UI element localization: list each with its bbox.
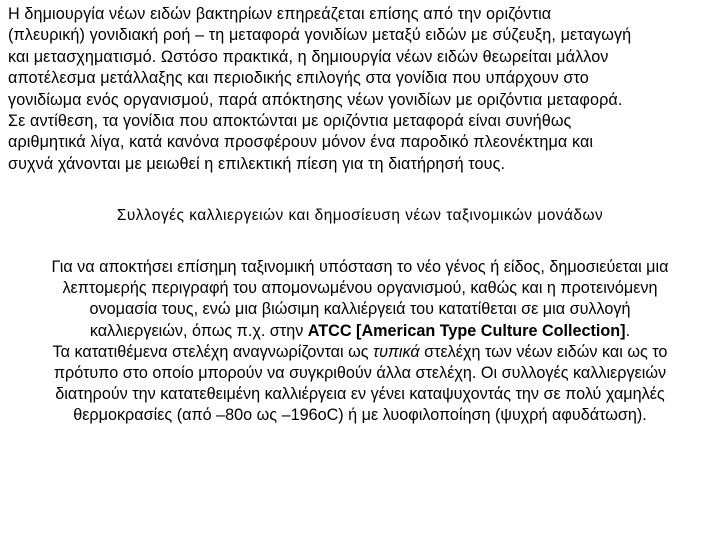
body-text: στελέχη των νέων ειδών και ως το [419,342,668,361]
body-line [0,321,720,342]
body-paragraph [0,257,720,427]
body-text: Τα κατατιθέμενα στελέχη αναγνωρίζονται ως [52,342,374,361]
atcc-name: ATCC [American Type Culture Collection] [307,321,626,340]
section-heading: Συλλογές καλλιεργειών και δημοσίευση νέων ταξινομικών μονάδων [116,207,604,224]
body-line: Για να αποκτήσει επίσημη ταξινομική υπόσταση το νέο γένος ή είδος, δημοσιεύεται μια [51,258,669,276]
body-line: ονομασία τους, ενώ μια βιώσιμη καλλιέργειά του κατατίθεται σε μια συλλογή [89,300,631,319]
body-line: διατηρούν την κατατεθειμένη καλλιέργεια εν γένει καταψυχοντάς την σε πολύ χαμηλές [55,385,665,404]
intro-line: (πλευρική) γονιδιακή ροή – τη μεταφορά γονιδίων μεταξύ ειδών με σύζευξη, μεταγωγή [8,26,632,45]
intro-line: και μετασχηματισμό. Ωστόσο πρακτικά, η δημιουργία νέων ειδών θεωρείται μάλλον [8,47,609,66]
body-line: πρότυπο στο οποίο μπορούν να συγκριθούν άλλα στελέχη. Οι συλλογές καλλιεργειών [53,364,667,383]
body-line: λεπτομερής περιγραφή του απομονωμένου οργανισμού, καθώς και η προτεινόμενη [62,279,658,298]
emphasis-typical: τυπικά [373,342,420,361]
intro-line: Σε αντίθεση, τα γονίδια που αποκτώνται με οριζόντια μεταφορά είναι συνήθως [8,112,572,131]
intro-line: αποτέλεσμα μετάλλαξης και περιοδικής επιλογής στα γονίδια που υπάρχουν στο [8,69,589,88]
body-line: θερμοκρασίες (από –80ο ως –196οC) ή με λυοφιλοποίηση (ψυχρή αφυδάτωση). [73,406,647,425]
intro-line: αριθμητικά λίγα, κατά κανόνα προσφέρουν μόνον ένα παροδικό πλεονέκτημα και [8,133,594,152]
body-text: καλλιεργειών, όπως π.χ. στην [89,321,308,340]
intro-line: Η δημιουργία νέων ειδών βακτηρίων επηρεάζεται επίσης από την οριζόντια [8,5,552,23]
body-line [0,342,720,363]
body-text: . [625,321,631,340]
intro-paragraph [8,4,712,175]
intro-line: γονιδίωμα ενός οργανισμού, παρά απόκτησης νέων γονιδίων με οριζόντια μεταφορά. [8,90,623,109]
intro-line: συχνά χάνονται με μειωθεί η επιλεκτική πίεση για τη διατήρησή τους. [8,154,506,173]
